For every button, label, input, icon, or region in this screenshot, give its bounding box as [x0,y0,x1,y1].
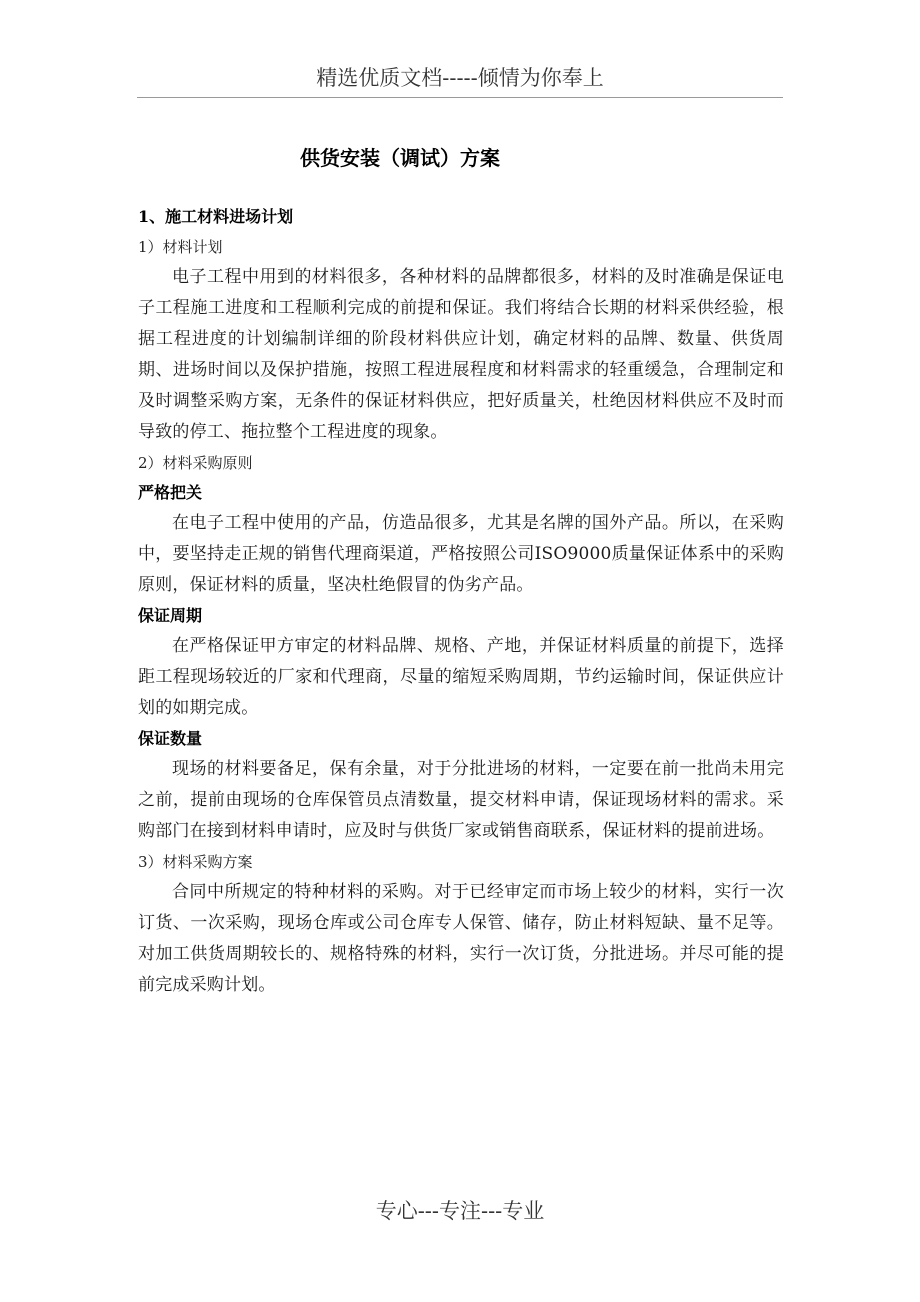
guarantee-quantity-paragraph: 现场的材料要备足，保有余量，对于分批进场的材料，一定要在前一批尚未用完之前，提前由现场的仓库保管员点清数量，提交材料申请，保证现场材料的需求。采购部门在接到材料申请时，应及时与供货厂家或销售商联系，保证材料的提前进场。 [138,759,784,841]
page-header: 精选优质文档-----倾情为你奉上 [137,62,783,98]
guarantee-cycle-heading: 保证周期 [138,606,203,625]
document-title: 供货安装（调试）方案 [300,146,500,170]
guarantee-quantity-heading: 保证数量 [138,729,203,748]
subsection-material-plan-label: 1）材料计划 [138,238,223,256]
material-plan-paragraph: 电子工程中用到的材料很多，各种材料的品牌都很多，材料的及时准确是保证电子工程施工进度和工程顺利完成的前提和保证。我们将结合长期的材料采供经验，根据工程进度的计划编制详细的阶段材料供应计划，确定材料的品牌、数量、供货周期、进场时间以及保护措施，按照工程进展程度和材料需求的轻重缓急，合理制定和及时调整采购方案，无条件的保证材料供应，把好质量关，杜绝因材料供应不及时而导致的停工、拖拉整个工程进度的现象。 [138,267,784,442]
section-heading: 1、施工材料进场计划 [138,207,294,226]
document-body [138,202,784,1001]
page-footer: 专心---专注---专业 [375,1199,545,1223]
procurement-plan-paragraph: 合同中所规定的特种材料的采购。对于已经审定而市场上较少的材料，实行一次订货、一次采购，现场仓库或公司仓库专人保管、储存，防止材料短缺、量不足等。对加工供货周期较长的、规格特殊的材料，实行一次订货，分批进场。并尽可能的提前完成采购计划。 [138,882,784,995]
subsection-procurement-principles-label: 2）材料采购原则 [138,454,253,472]
subsection-procurement-plan-label: 3）材料采购方案 [138,853,253,871]
strict-control-paragraph: 在电子工程中使用的产品，仿造品很多，尤其是名牌的国外产品。所以，在采购中，要坚持走正规的销售代理商渠道，严格按照公司ISO9000质量保证体系中的采购原则，保证材料的质量，坚决杜绝假冒的伪劣产品。 [138,513,784,595]
strict-control-heading: 严格把关 [138,483,203,502]
guarantee-cycle-paragraph: 在严格保证甲方审定的材料品牌、规格、产地，并保证材料质量的前提下，选择距工程现场较近的厂家和代理商，尽量的缩短采购周期，节约运输时间，保证供应计划的如期完成。 [138,636,784,718]
